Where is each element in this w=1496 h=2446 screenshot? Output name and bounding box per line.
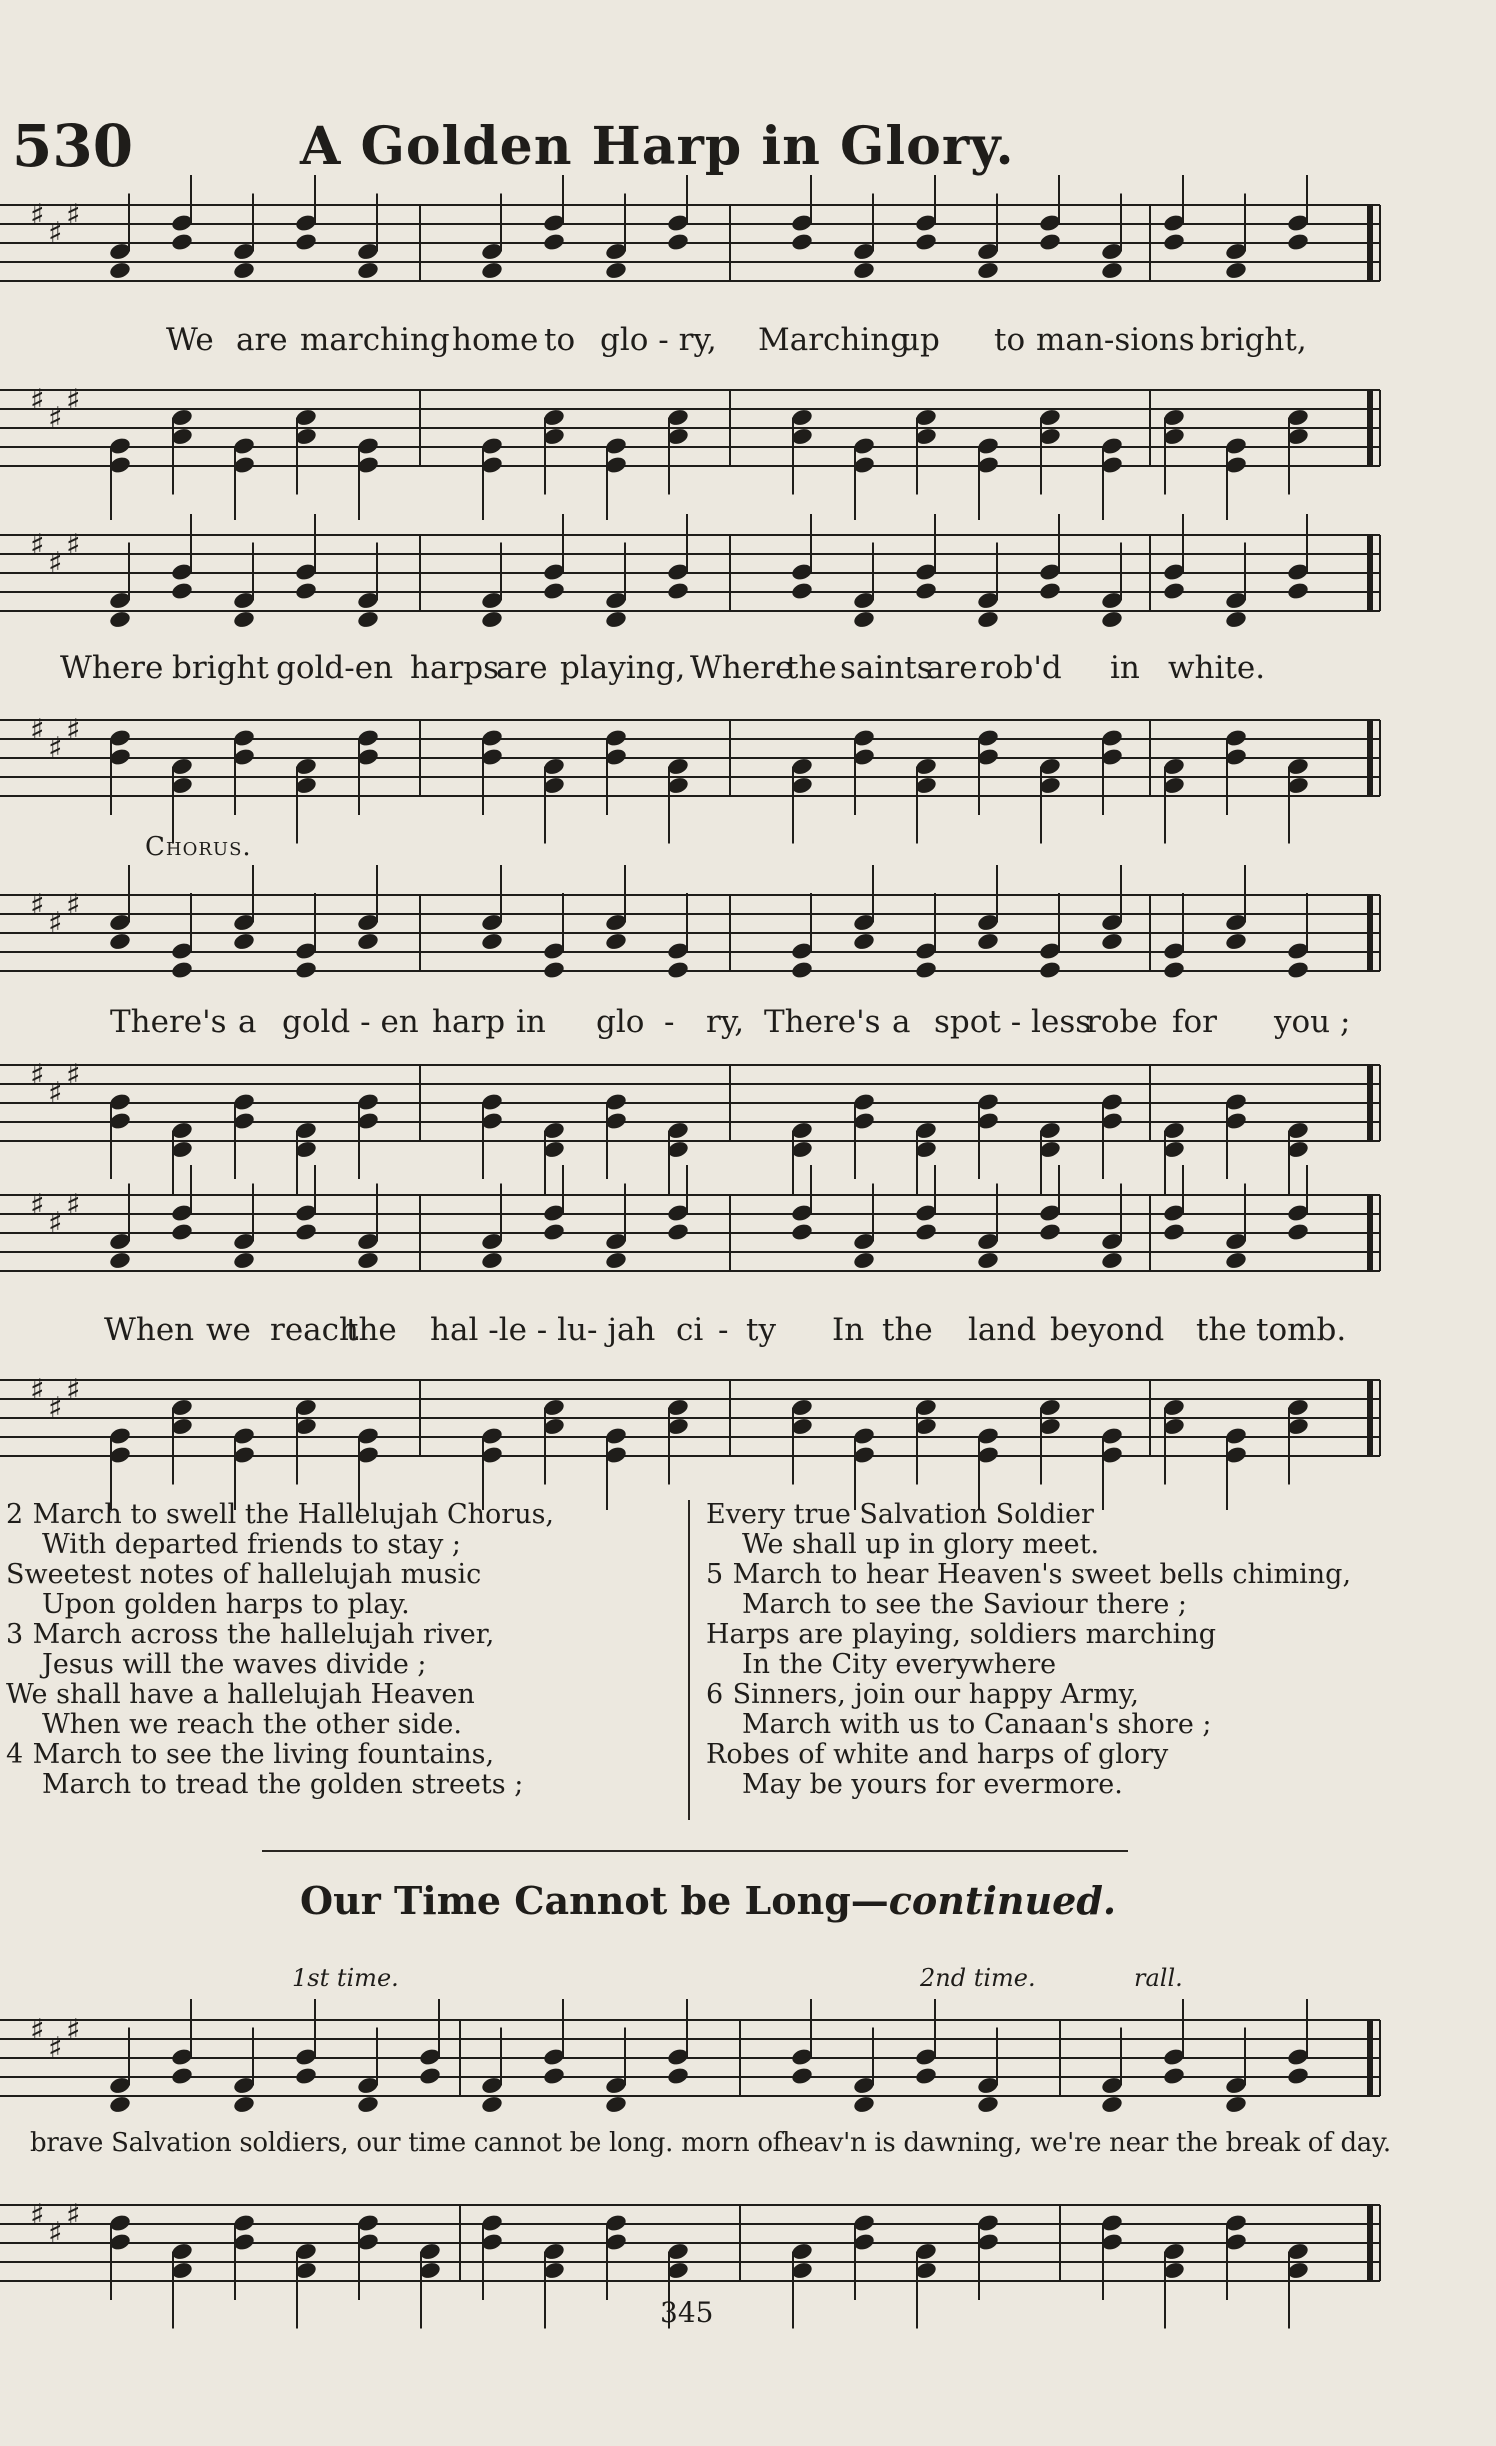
sharp-sign: ♯ [66, 2198, 81, 2233]
verse-text: Every true Salvation Soldier [706, 1499, 1094, 1530]
sharp-sign: ♯ [48, 731, 63, 766]
note-head [108, 610, 132, 630]
lyric-word: man-sions [1036, 322, 1195, 358]
verse-line [6, 1770, 676, 1800]
sharp-sign: ♯ [66, 1058, 81, 1093]
hymn-header [0, 112, 1496, 182]
verse-text: Upon golden harps to play. [42, 1589, 410, 1620]
lyric-line-1 [0, 322, 1496, 362]
note-head [1224, 932, 1248, 952]
lyric-word: We [166, 322, 214, 358]
lyric-word: Marching [758, 322, 911, 358]
staff-bass-1 [0, 360, 1496, 520]
note-head [914, 232, 938, 252]
lyric-word: marching [300, 322, 450, 358]
note-head [232, 261, 256, 281]
note-head [852, 1251, 876, 1271]
note-head [1100, 2095, 1124, 2115]
note-head [666, 2066, 690, 2086]
lyric-word: bright [172, 650, 269, 686]
note-head [170, 960, 194, 980]
note-head [604, 2095, 628, 2115]
note-head [976, 1251, 1000, 1271]
page-number: 345 [660, 2296, 714, 2329]
note-head [542, 232, 566, 252]
note-head [1162, 232, 1186, 252]
sharp-sign: ♯ [66, 2013, 81, 2048]
verse-number: 4 [6, 1739, 24, 1770]
note-head [1286, 581, 1310, 601]
sharp-sign: ♯ [48, 1206, 63, 1241]
sharp-sign: ♯ [30, 2013, 45, 2048]
sharp-sign: ♯ [30, 713, 45, 748]
note-head [356, 932, 380, 952]
note-head [480, 1251, 504, 1271]
note-head [1162, 1222, 1186, 1242]
lyric-word: the [346, 1312, 397, 1348]
note-head [852, 261, 876, 281]
verse-number: 6 [706, 1679, 724, 1710]
lyric-word: in [1110, 650, 1140, 686]
lyric-word: When [104, 1312, 195, 1348]
note-head [1286, 1222, 1310, 1242]
verse-text: March across the hallelujah river, [32, 1619, 495, 1650]
note-head [790, 1222, 814, 1242]
note-head [542, 960, 566, 980]
verse-text: May be yours for evermore. [742, 1769, 1123, 1800]
second-piece-lyric: brave Salvation soldiers, our time cannot be long. morn ofheav'n is dawning, we're near the break of day. [30, 2128, 1391, 2158]
verses-left-column [6, 1500, 676, 1800]
staff-treble-4 [0, 1165, 1496, 1325]
note-head [294, 2066, 318, 2086]
verse-text: When we reach the other side. [42, 1709, 462, 1740]
lyric-word: are [236, 322, 288, 358]
note-head [542, 2066, 566, 2086]
lyric-word: gold - en [282, 1004, 419, 1040]
sharp-sign: ♯ [66, 528, 81, 563]
note-head [914, 1222, 938, 1242]
lyric-word: Where [690, 650, 794, 686]
note-head [542, 1222, 566, 1242]
note-head [976, 932, 1000, 952]
lyric-line-4 [0, 1312, 1496, 1352]
note-head [1224, 2095, 1248, 2115]
verse-text: In the City everywhere [742, 1649, 1057, 1680]
staff-treble-3 [0, 865, 1496, 1025]
lyric-word: There's [764, 1004, 881, 1040]
lyric-word: ry, [706, 1004, 745, 1040]
note-head [1038, 581, 1062, 601]
sharp-sign: ♯ [48, 216, 63, 251]
sharp-sign: ♯ [30, 888, 45, 923]
note-head [666, 232, 690, 252]
verse-line [6, 1590, 676, 1620]
verse-text: March to swell the Hallelujah Chorus, [32, 1499, 555, 1530]
verse-line [706, 1740, 1496, 1770]
note-head [1038, 960, 1062, 980]
rall-mark: rall. [1134, 1964, 1183, 1992]
lyric-word: to [544, 322, 576, 358]
lyric-word: are [496, 650, 548, 686]
lyric-word: you ; [1274, 1004, 1351, 1040]
verse-line [6, 1620, 676, 1650]
verse-line [706, 1500, 1496, 1530]
note-head [294, 581, 318, 601]
note-head [356, 610, 380, 630]
verse-number: 3 [6, 1619, 24, 1650]
sharp-sign: ♯ [30, 1188, 45, 1223]
note-head [914, 581, 938, 601]
verse-line [706, 1530, 1496, 1560]
verse-line [706, 1650, 1496, 1680]
note-head [232, 2095, 256, 2115]
note-head [1224, 610, 1248, 630]
note-head [480, 610, 504, 630]
sharp-sign: ♯ [30, 198, 45, 233]
staff-treble-2 [0, 505, 1496, 665]
lyric-word: up [900, 322, 940, 358]
lyric-word: the [1196, 1312, 1247, 1348]
verse-number: 5 [706, 1559, 724, 1590]
note-head [480, 261, 504, 281]
sharp-sign: ♯ [30, 383, 45, 418]
section-divider [262, 1850, 1128, 1852]
note-head [170, 232, 194, 252]
lyric-word: the [882, 1312, 933, 1348]
note-head [852, 610, 876, 630]
second-time-mark: 2nd time. [920, 1964, 1036, 1992]
lyric-word: ci [676, 1312, 704, 1348]
staff-bass-5 [0, 2175, 1496, 2335]
verse-text: March to tread the golden streets ; [42, 1769, 524, 1800]
verse-line [6, 1680, 676, 1710]
sharp-sign: ♯ [66, 383, 81, 418]
note-head [1286, 232, 1310, 252]
note-head [294, 1222, 318, 1242]
note-head [1224, 1251, 1248, 1271]
note-head [356, 1251, 380, 1271]
note-head [976, 261, 1000, 281]
verse-text: With departed friends to stay ; [42, 1529, 462, 1560]
note-head [1100, 932, 1124, 952]
note-head [1286, 960, 1310, 980]
note-head [1162, 2066, 1186, 2086]
lyric-word: a [892, 1004, 911, 1040]
verse-line [706, 1590, 1496, 1620]
sharp-sign: ♯ [48, 1391, 63, 1426]
note-head [170, 2066, 194, 2086]
lyric-word: hal -le - lu- jah [430, 1312, 656, 1348]
verse-text: We shall have a hallelujah Heaven [6, 1679, 475, 1710]
note-head [1224, 261, 1248, 281]
verse-text: Robes of white and harps of glory [706, 1739, 1169, 1770]
note-head [418, 2066, 442, 2086]
sharp-sign: ♯ [30, 528, 45, 563]
note-head [790, 232, 814, 252]
second-piece-title [300, 1878, 1116, 1923]
lyric-word: the [786, 650, 837, 686]
note-head [108, 2095, 132, 2115]
sharp-sign: ♯ [48, 2216, 63, 2251]
note-head [1286, 2066, 1310, 2086]
lyric-word: to [994, 322, 1026, 358]
lyric-word: tomb. [1256, 1312, 1347, 1348]
note-head [976, 610, 1000, 630]
note-head [232, 1251, 256, 1271]
sharp-sign: ♯ [66, 198, 81, 233]
verse-line [6, 1740, 676, 1770]
lyric-word: There's [110, 1004, 227, 1040]
lyric-word: harps [410, 650, 500, 686]
verse-text: March to see the Saviour there ; [742, 1589, 1188, 1620]
lyric-word: ty [746, 1312, 776, 1348]
note-head [976, 2095, 1000, 2115]
lyric-word: we [206, 1312, 251, 1348]
lyric-word: Where [60, 650, 164, 686]
lyric-word: In [832, 1312, 865, 1348]
lyric-word: glo - ry, [600, 322, 717, 358]
lyric-word: playing, [560, 650, 686, 686]
note-head [914, 2066, 938, 2086]
verse-line [706, 1710, 1496, 1740]
lyric-word: saints [840, 650, 933, 686]
note-head [108, 261, 132, 281]
verse-line [6, 1710, 676, 1740]
lyric-word: a [238, 1004, 257, 1040]
note-head [1100, 1251, 1124, 1271]
note-head [480, 2095, 504, 2115]
verse-line [6, 1650, 676, 1680]
note-head [666, 1222, 690, 1242]
staff-treble-1 [0, 175, 1496, 335]
verse-line [706, 1680, 1496, 1710]
staff-bass-4 [0, 1350, 1496, 1510]
note-head [604, 261, 628, 281]
lyric-word: robe [1086, 1004, 1158, 1040]
note-head [294, 960, 318, 980]
verse-text: Sinners, join our happy Army, [732, 1679, 1139, 1710]
hymn-number: 530 [12, 112, 134, 180]
lyric-word: white. [1168, 650, 1266, 686]
note-head [108, 932, 132, 952]
verse-line [706, 1770, 1496, 1800]
note-head [170, 581, 194, 601]
note-head [1038, 1222, 1062, 1242]
chorus-label: Chorus. [145, 832, 252, 862]
column-divider [688, 1500, 690, 1820]
lyric-word: - [718, 1312, 729, 1348]
lyric-word: for [1172, 1004, 1217, 1040]
verses-right-column [706, 1500, 1496, 1800]
note-head [1038, 232, 1062, 252]
note-head [666, 581, 690, 601]
note-head [480, 932, 504, 952]
sharp-sign: ♯ [48, 546, 63, 581]
hymn-title: A Golden Harp in Glory. [300, 116, 1015, 177]
lyric-word: gold-en [276, 650, 394, 686]
verse-number: 2 [6, 1499, 24, 1530]
note-head [604, 1251, 628, 1271]
note-head [790, 2066, 814, 2086]
note-head [604, 610, 628, 630]
sharp-sign: ♯ [66, 1188, 81, 1223]
note-head [232, 932, 256, 952]
lyric-word: glo [596, 1004, 645, 1040]
note-head [852, 932, 876, 952]
note-head [914, 960, 938, 980]
verse-line [706, 1620, 1496, 1650]
note-head [108, 1251, 132, 1271]
note-head [852, 2095, 876, 2115]
lyric-word: home [452, 322, 539, 358]
verse-text: March to see the living fountains, [32, 1739, 495, 1770]
lyric-word: beyond [1050, 1312, 1165, 1348]
note-head [232, 610, 256, 630]
staff-treble-5 [0, 1990, 1496, 2150]
lyric-word: reach [270, 1312, 359, 1348]
note-head [542, 581, 566, 601]
note-head [666, 960, 690, 980]
first-time-mark: 1st time. [292, 1964, 399, 1992]
sharp-sign: ♯ [66, 888, 81, 923]
verse-line [6, 1500, 676, 1530]
note-head [1100, 610, 1124, 630]
sharp-sign: ♯ [30, 1058, 45, 1093]
sharp-sign: ♯ [48, 906, 63, 941]
lyric-word: harp [432, 1004, 506, 1040]
note-head [790, 581, 814, 601]
note-head [356, 2095, 380, 2115]
sharp-sign: ♯ [30, 1373, 45, 1408]
second-title-continued: continued. [888, 1878, 1117, 1923]
lyric-word: bright, [1200, 322, 1307, 358]
second-title-main: Our Time Cannot be Long— [300, 1878, 889, 1923]
note-head [170, 1222, 194, 1242]
sharp-sign: ♯ [66, 713, 81, 748]
sharp-sign: ♯ [66, 1373, 81, 1408]
lyric-word: spot - less [934, 1004, 1092, 1040]
lyric-word: are [926, 650, 978, 686]
lyric-line-3 [0, 1004, 1496, 1044]
note-head [1162, 960, 1186, 980]
sharp-sign: ♯ [48, 401, 63, 436]
staff-bass-2 [0, 690, 1496, 850]
verse-text: We shall up in glory meet. [742, 1529, 1100, 1560]
lyric-word: rob'd [980, 650, 1062, 686]
sharp-sign: ♯ [48, 2031, 63, 2066]
note-head [604, 932, 628, 952]
verse-line [6, 1560, 676, 1590]
verse-text: March to hear Heaven's sweet bells chiming, [732, 1559, 1352, 1590]
note-head [294, 232, 318, 252]
sharp-sign: ♯ [48, 1076, 63, 1111]
note-head [356, 261, 380, 281]
verse-line [6, 1530, 676, 1560]
note-head [790, 960, 814, 980]
lyric-line-2 [0, 650, 1496, 690]
note-head [1100, 261, 1124, 281]
verse-text: Harps are playing, soldiers marching [706, 1619, 1216, 1650]
lyric-word: - [664, 1004, 675, 1040]
verse-text: Jesus will the waves divide ; [42, 1649, 427, 1680]
note-head [1162, 581, 1186, 601]
lyric-word: in [516, 1004, 546, 1040]
lyric-word: land [968, 1312, 1037, 1348]
sharp-sign: ♯ [30, 2198, 45, 2233]
verse-text: March with us to Canaan's shore ; [742, 1709, 1212, 1740]
verse-line [706, 1560, 1496, 1590]
verse-text: Sweetest notes of hallelujah music [6, 1559, 482, 1590]
